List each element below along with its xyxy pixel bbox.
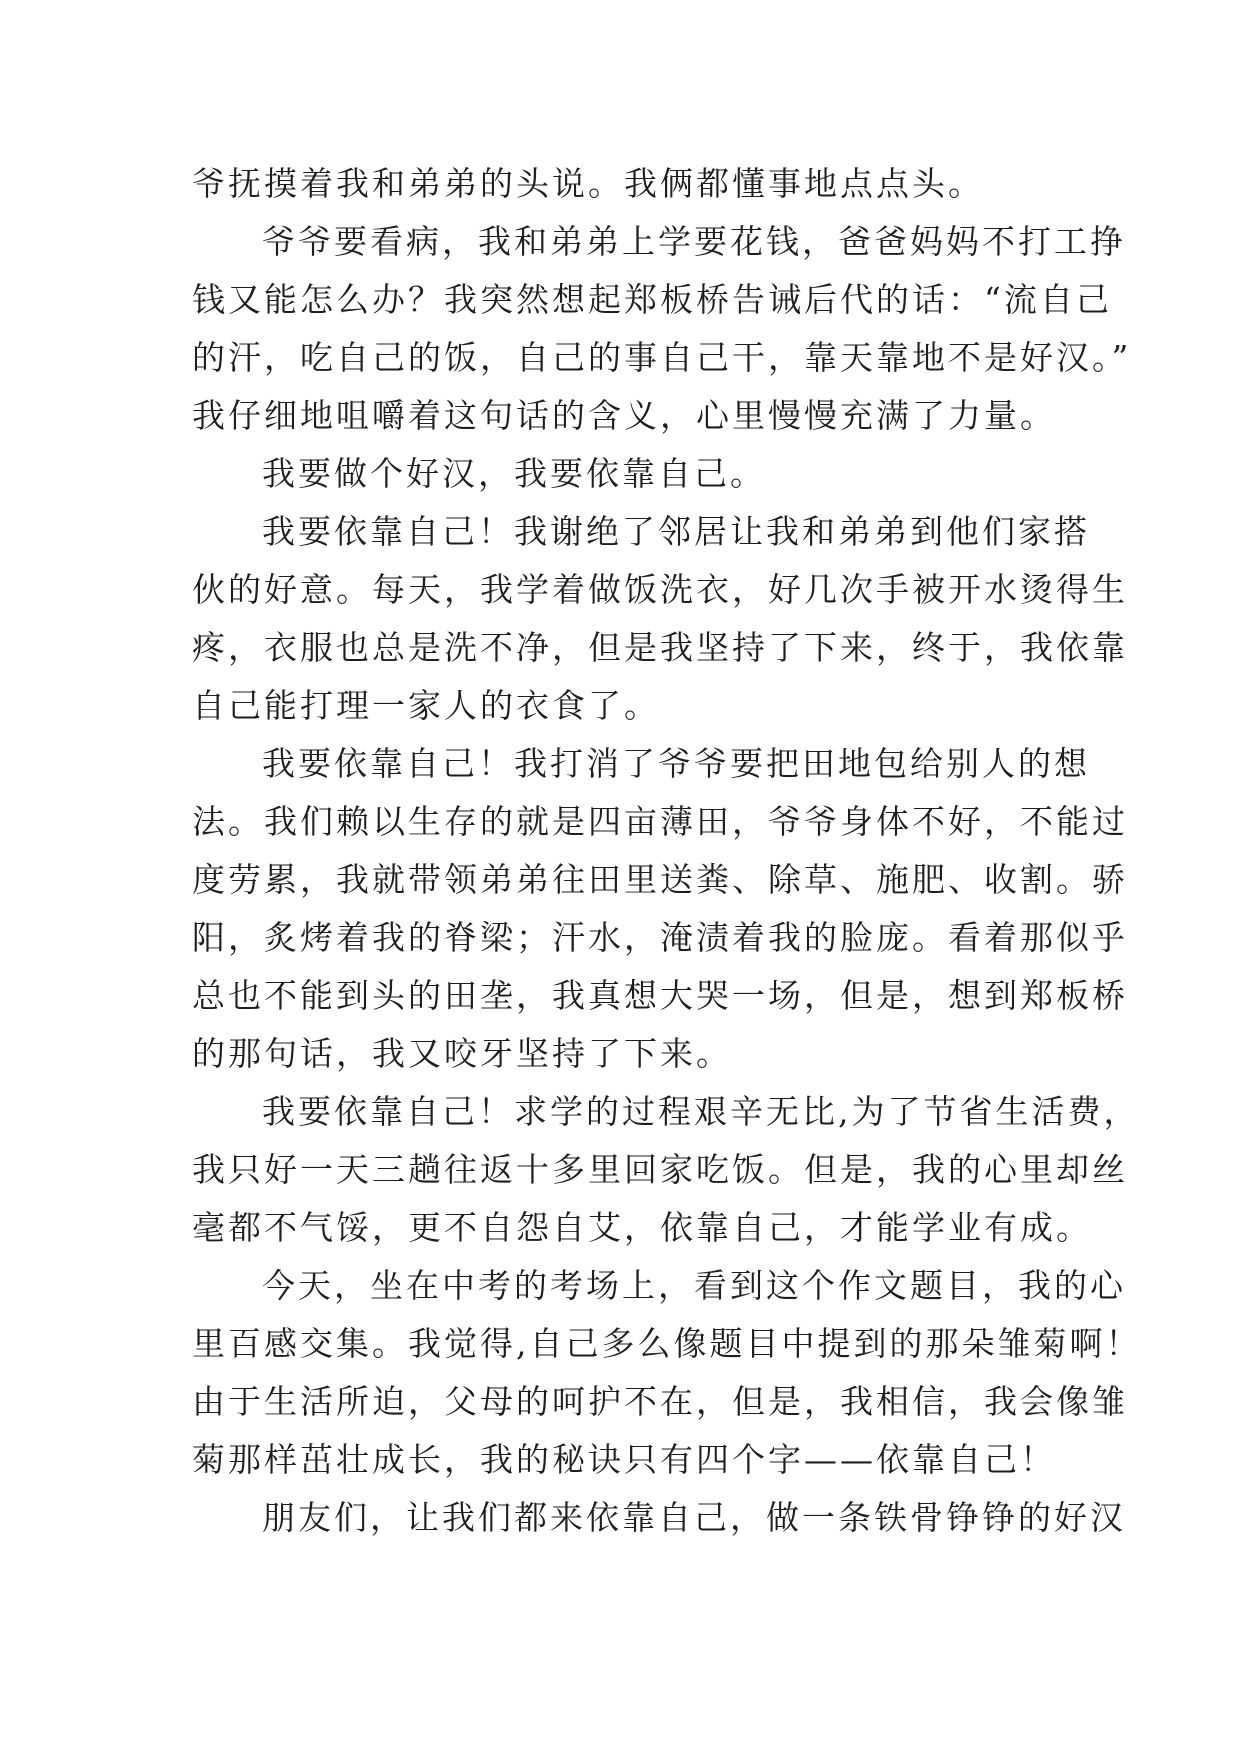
text-line: 我仔细地咀嚼着这句话的含义，心里慢慢充满了力量。 [192, 396, 1056, 435]
text-line: 菊那样茁壮成长，我的秘诀只有四个字——依靠自己！ [192, 1440, 1056, 1479]
text-line: 今天，坐在中考的考场上，看到这个作文题目，我的心 [262, 1266, 1126, 1305]
text-line: 阳，炙烤着我的脊梁；汗水，淹渍着我的脸庞。看着那似乎 [192, 918, 1128, 957]
text-line: 钱又能怎么办？我突然想起郑板桥告诫后代的话：“流自己 [192, 280, 1112, 319]
text-line: 我要依靠自己！我打消了爷爷要把田地包给别人的想 [262, 744, 1090, 783]
text-line: 我要做个好汉，我要依靠自己。 [262, 454, 766, 493]
text-line: 总也不能到头的田垄，我真想大哭一场，但是，想到郑板桥 [192, 976, 1128, 1015]
text-line: 疼，衣服也总是洗不净，但是我坚持了下来，终于，我依靠 [192, 628, 1128, 667]
text-line: 爷抚摸着我和弟弟的头说。我俩都懂事地点点头。 [192, 164, 984, 203]
text-line: 我要依靠自己！我谢绝了邻居让我和弟弟到他们家搭 [262, 512, 1090, 551]
text-line: 我只好一天三趟往返十多里回家吃饭。但是，我的心里却丝 [192, 1150, 1128, 1189]
text-line: 的汗，吃自己的饭，自己的事自己干，靠天靠地不是好汉。” [192, 338, 1132, 377]
text-line: 的那句话，我又咬牙坚持了下来。 [192, 1034, 732, 1073]
text-line: 法。我们赖以生存的就是四亩薄田，爷爷身体不好，不能过 [192, 802, 1128, 841]
text-line: 我要依靠自己！求学的过程艰辛无比,为了节省生活费， [262, 1092, 1140, 1131]
text-line: 毫都不气馁，更不自怨自艾，依靠自己，才能学业有成。 [192, 1208, 1092, 1247]
text-line: 由于生活所迫，父母的呵护不在，但是，我相信，我会像雏 [192, 1382, 1128, 1421]
text-line: 里百感交集。我觉得,自己多么像题目中提到的那朵雏菊啊！ [192, 1324, 1142, 1363]
text-line: 自己能打理一家人的衣食了。 [192, 686, 660, 725]
text-line: 朋友们，让我们都来依靠自己，做一条铁骨铮铮的好汉 [262, 1498, 1126, 1537]
text-line: 伙的好意。每天，我学着做饭洗衣，好几次手被开水烫得生 [192, 570, 1128, 609]
text-line: 度劳累，我就带领弟弟往田里送粪、除草、施肥、收割。骄 [192, 860, 1128, 899]
text-line: 爷爷要看病，我和弟弟上学要花钱，爸爸妈妈不打工挣 [262, 222, 1126, 261]
body-text [192, 155, 1142, 1547]
